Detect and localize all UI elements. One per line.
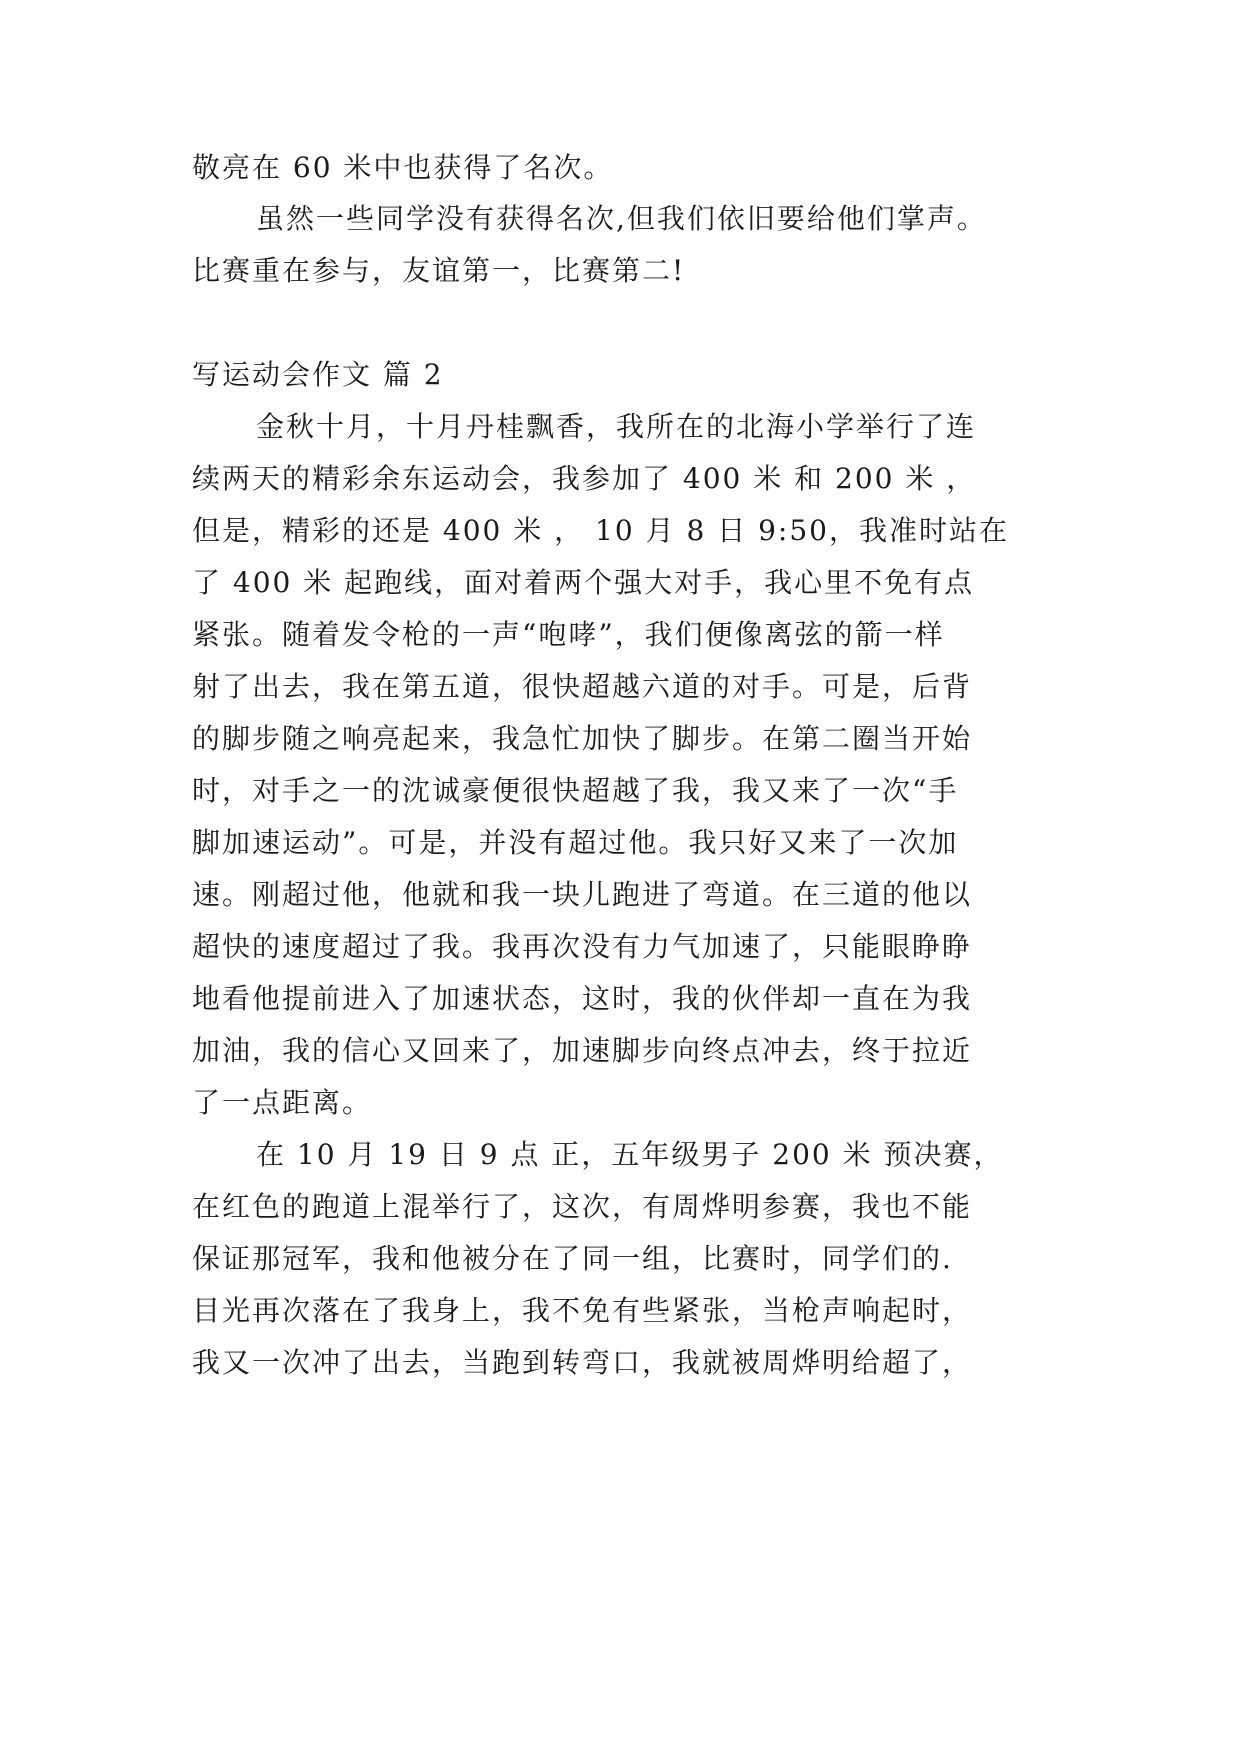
text-line: 在 10 月 19 日 9 点 正，五年级男子 200 米 预决赛， (256, 1138, 1004, 1171)
text-line: 我又一次冲了出去，当跑到转弯口，我就被周烨明给超了， (192, 1346, 973, 1379)
text-line: 保证那冠军，我和他被分在了同一组，比赛时，同学们的. (192, 1242, 953, 1275)
text-line: 紧张。随着发令枪的一声“咆哮”，我们便像离弦的箭一样 (192, 618, 945, 651)
text-line: 超快的速度超过了我。我再次没有力气加速了，只能眼睁睁 (192, 930, 973, 963)
text-line: 加油，我的信心又回来了，加速脚步向终点冲去，终于拉近 (192, 1034, 973, 1067)
text-line: 敬亮在 60 米中也获得了名次。 (192, 151, 614, 184)
text-line: 的脚步随之响亮起来，我急忙加快了脚步。在第二圈当开始 (192, 722, 973, 755)
text-line: 地看他提前进入了加速状态，这时，我的伙伴却一直在为我 (192, 982, 973, 1015)
text-line: 续两天的精彩余东运动会，我参加了 400 米 和 200 米 ， (192, 462, 977, 495)
text-line: 射了出去，我在第五道，很快超越六道的对手。可是，后背 (192, 670, 973, 703)
text-line: 了一点距离。 (192, 1086, 373, 1119)
text-line: 金秋十月，十月丹桂飘香，我所在的北海小学举行了连 (256, 410, 977, 443)
text-line: 但是，精彩的还是 400 米 ， 10 月 8 日 9:50，我准时站在 (192, 514, 1009, 547)
section-heading: 写运动会作文 篇 2 (192, 358, 444, 391)
text-line: 了 400 米 起跑线，面对着两个强大对手，我心里不免有点 (192, 566, 975, 599)
text-line: 速。刚超过他，他就和我一块儿跑进了弯道。在三道的他以 (192, 878, 973, 911)
text-line: 在红色的跑道上混举行了，这次，有周烨明参赛，我也不能 (192, 1190, 973, 1223)
text-line: 比赛重在参与，友谊第一，比赛第二! (192, 254, 686, 287)
text-line: 时，对手之一的沈诚豪便很快超越了我，我又来了一次“手 (192, 774, 959, 807)
text-line: 脚加速运动”。可是，并没有超过他。我只好又来了一次加 (192, 826, 959, 859)
text-line: 虽然一些同学没有获得名次,但我们依旧要给他们掌声。 (256, 202, 987, 235)
text-line: 目光再次落在了我身上，我不免有些紧张，当枪声响起时， (192, 1294, 973, 1327)
